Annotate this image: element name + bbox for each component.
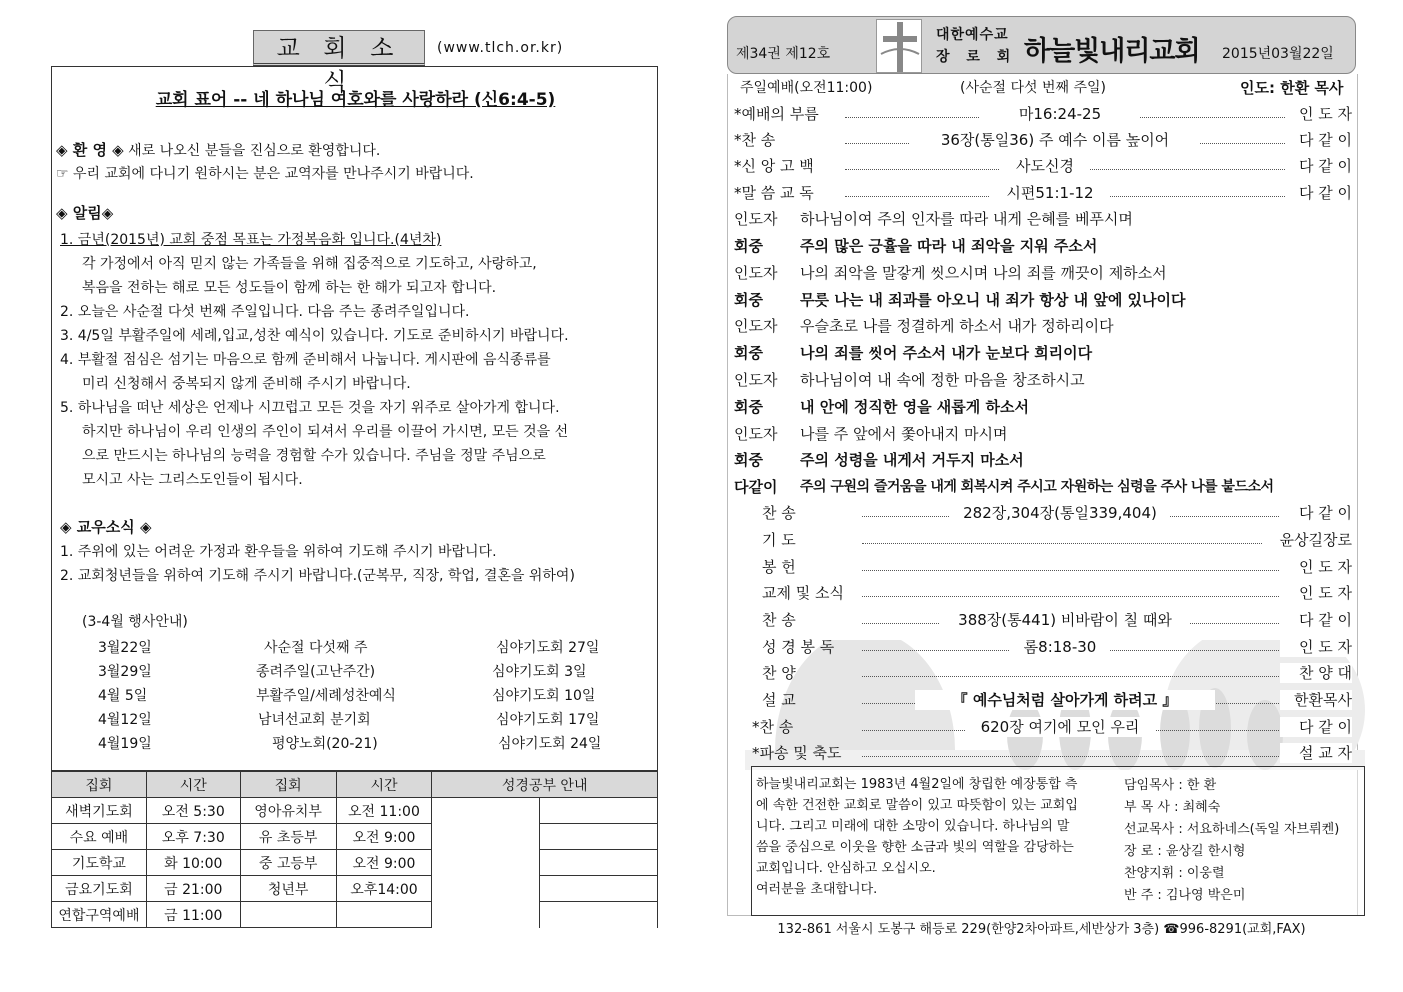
reader: 회중 <box>734 398 763 416</box>
event-name: 종려주일(고난주간) <box>256 664 376 680</box>
order-label: 찬 송 <box>762 611 796 629</box>
reading-text: 주의 구원의 즐거움을 내게 회복시켜 주시고 자원하는 심령을 주사 나를 붙드소서 <box>800 479 1274 495</box>
event-name: 부활주일/세례성찬예식 <box>256 688 396 704</box>
notice-heading: ◈ 알림◈ <box>56 204 114 222</box>
table-cell: 화 10:00 <box>146 850 240 876</box>
denomination-line1: 대한예수교 <box>936 27 1009 43</box>
staff-line: 찬양지휘 : 이웅렬 <box>1124 866 1225 881</box>
reader: 인도자 <box>734 210 778 228</box>
intro-line: 에 속한 건전한 교회로 말씀이 있고 따뜻함이 있는 교회입 <box>756 798 1078 813</box>
order-who: 한환목사 <box>1280 690 1352 710</box>
order-who: 윤상길장로 <box>1264 530 1352 550</box>
member-news-line: 1. 주위에 있는 어려운 가정과 환우들을 위하여 기도해 주시기 바랍니다. <box>60 544 497 560</box>
church-news-box <box>51 66 658 771</box>
table-row <box>52 902 658 928</box>
order-content: 롬8:18-30 <box>1010 637 1110 657</box>
table-cell: 오전 11:00 <box>336 798 432 824</box>
reader: 회중 <box>734 291 763 309</box>
order-who: 설 교 자 <box>1280 743 1352 763</box>
events-heading: (3-4월 행사안내) <box>82 614 188 630</box>
member-news-line: 2. 교회청년들을 위하여 기도해 주시기 바랍니다.(군복무, 직장, 학업, 결혼을 위하여) <box>60 568 575 584</box>
service-name: 주일예배(오전11:00) <box>740 80 873 96</box>
leader-dots <box>862 596 1285 597</box>
order-who: 다 같 이 <box>1298 184 1352 202</box>
intro-line: 교회입니다. 안심하고 오십시오. <box>756 861 936 876</box>
order-who: 다 같 이 <box>1280 503 1352 523</box>
table-cell: 금요기도회 <box>52 876 147 902</box>
event-date: 4월 5일 <box>98 688 148 704</box>
table-row <box>52 824 658 850</box>
table-header: 시간 <box>146 772 240 798</box>
reading-text: 나를 주 앞에서 쫓아내지 마시며 <box>800 425 1008 443</box>
service-leader: 인도: 한환 목사 <box>1240 79 1344 97</box>
reader: 회중 <box>734 237 763 255</box>
staff-line: 선교목사 : 서요하네스(독일 자브뤼켄) <box>1124 822 1340 837</box>
event-name: 평양노회(20-21) <box>272 736 378 752</box>
notice-line: 1. 금년(2015년) 교회 중점 목표는 가정복음화 입니다.(4년차) <box>60 232 442 248</box>
bulletin-date: 2015년03월22일 <box>1222 46 1334 62</box>
order-label: *신 앙 고 백 <box>734 157 814 175</box>
event-date: 4월19일 <box>98 736 152 752</box>
welcome-heading: ◈ 환 영 ◈ <box>56 141 124 159</box>
meeting-schedule-table <box>51 771 658 928</box>
notice-line: 하지만 하나님이 우리 인생의 주인이 되셔서 우리를 이끌어 가시면, 모든 것을 선 <box>82 424 569 440</box>
intro-line: 하늘빛내리교회는 1983년 4월2일에 창립한 예장통합 측 <box>756 777 1078 792</box>
event-extra: 심야기도회 3일 <box>492 664 587 680</box>
left-page-title: 교 회 소 식 <box>253 30 425 66</box>
welcome-section <box>56 141 380 160</box>
order-who: 다 같 이 <box>1298 157 1352 175</box>
bulletin-header <box>727 16 1356 74</box>
order-who: 인 도 자 <box>1280 583 1352 603</box>
reader: 다같이 <box>734 478 778 496</box>
order-label: *파송 및 축도 <box>752 744 842 762</box>
table-row <box>52 850 658 876</box>
church-motto: 교회 표어 -- 네 하나님 여호와를 사랑하라 (신6:4-5) <box>155 90 556 110</box>
table-cell: 오후 7:30 <box>146 824 240 850</box>
table-header-row <box>52 772 658 798</box>
table-row <box>52 798 658 824</box>
order-who: 다 같 이 <box>1280 717 1352 737</box>
table-header: 집회 <box>240 772 336 798</box>
event-date: 4월12일 <box>98 712 152 728</box>
table-cell <box>540 902 658 928</box>
cross-logo-icon <box>876 19 922 73</box>
order-label: *예배의 부름 <box>734 105 819 123</box>
table-cell: 오전 9:00 <box>336 850 432 876</box>
table-cell: 수요 예배 <box>52 824 147 850</box>
church-name: 하늘빛내리교회 <box>1024 36 1200 67</box>
order-label: 교제 및 소식 <box>762 584 844 602</box>
reader: 회중 <box>734 451 763 469</box>
event-extra: 심야기도회 17일 <box>496 712 600 728</box>
order-label: *찬 송 <box>752 718 794 736</box>
order-label: *말 씀 교 독 <box>734 184 814 202</box>
notice-line: 5. 하나님을 떠난 세상은 언제나 시끄럽고 모든 것을 자기 위주로 살아가게 합니다. <box>60 400 560 416</box>
reading-text: 무릇 나는 내 죄과를 아오니 내 죄가 항상 내 앞에 있나이다 <box>800 291 1186 309</box>
event-date: 3월29일 <box>98 664 152 680</box>
order-label: 성 경 봉 독 <box>762 638 835 656</box>
staff-line: 장 로 : 윤상길 한시형 <box>1124 844 1246 859</box>
order-label: 기 도 <box>762 531 796 549</box>
table-cell: 오전 5:30 <box>146 798 240 824</box>
order-content: 620장 여기에 모인 우리 <box>965 717 1155 737</box>
table-cell: 유 초등부 <box>240 824 336 850</box>
notice-line: 4. 부활절 점심은 섬기는 마음으로 함께 준비해서 나눕니다. 게시판에 음식종류를 <box>60 352 551 368</box>
table-cell <box>336 902 432 928</box>
table-header: 집회 <box>52 772 147 798</box>
church-intro <box>756 774 1116 900</box>
order-content: 사도신경 <box>1000 156 1090 176</box>
member-news-heading: ◈ 교우소식 ◈ <box>60 518 152 536</box>
event-extra: 심야기도회 24일 <box>498 736 602 752</box>
order-who: 다 같 이 <box>1298 131 1352 149</box>
order-who: 다 같 이 <box>1280 610 1352 630</box>
notice-line: 복음을 전하는 해로 모든 성도들이 함께 하는 한 해가 되고자 합니다. <box>82 280 497 296</box>
order-label: 봉 헌 <box>762 558 796 576</box>
reading-text: 하나님이여 내 속에 정한 마음을 창조하시고 <box>800 371 1085 389</box>
table-cell <box>540 824 658 850</box>
reader: 인도자 <box>734 425 778 443</box>
reader: 인도자 <box>734 371 778 389</box>
notice-line: 미리 신청해서 중복되지 않게 준비해 주시기 바랍니다. <box>82 376 411 392</box>
service-occasion: (사순절 다섯 번째 주일) <box>960 80 1106 96</box>
staff-line: 반 주 : 김나영 박은미 <box>1124 888 1246 903</box>
event-extra: 심야기도회 10일 <box>492 688 596 704</box>
order-content: 36장(통일36) 주 예수 이름 높이어 <box>910 130 1200 150</box>
notice-line: 으로 만드시는 하나님의 능력을 경험할 수가 있습니다. 주님을 정말 주님으로 <box>82 448 546 464</box>
notice-line: 3. 4/5일 부활주일에 세례,입교,성찬 예식이 있습니다. 기도로 준비하시기 바랍니다. <box>60 328 569 344</box>
table-cell <box>540 798 658 824</box>
order-content: 388장(통441) 비바람이 칠 때와 <box>940 610 1190 630</box>
table-header: 성경공부 안내 <box>432 772 658 798</box>
sermon-title: 『 예수님처럼 살아가게 하려고 』 <box>915 690 1215 710</box>
table-cell: 금 21:00 <box>146 876 240 902</box>
reading-text: 내 안에 정직한 영을 새롭게 하소서 <box>800 398 1029 416</box>
staff-line: 부 목 사 : 최혜숙 <box>1124 800 1221 815</box>
table-cell <box>540 850 658 876</box>
order-content: 마16:24-25 <box>980 104 1140 124</box>
order-who: 인 도 자 <box>1280 557 1352 577</box>
table-cell <box>432 798 540 928</box>
welcome-text: 새로 나오신 분들을 진심으로 환영합니다. <box>128 143 381 159</box>
staff-line: 담임목사 : 한 환 <box>1124 778 1217 793</box>
leader-dots <box>862 543 1262 544</box>
order-content: 시편51:1-12 <box>990 183 1110 203</box>
reader: 인도자 <box>734 317 778 335</box>
intro-line: 여러분을 초대합니다. <box>756 882 878 897</box>
event-name: 사순절 다섯째 주 <box>264 640 368 656</box>
leader-dots <box>862 676 1285 677</box>
table-cell: 중 고등부 <box>240 850 336 876</box>
table-cell: 오후14:00 <box>336 876 432 902</box>
reading-text: 주의 많은 긍휼을 따라 내 죄악을 지워 주소서 <box>800 237 1098 255</box>
table-cell: 기도학교 <box>52 850 147 876</box>
reading-text: 나의 죄악을 말갛게 씻으시며 나의 죄를 깨끗이 제하소서 <box>800 264 1167 282</box>
order-label: 찬 양 <box>762 664 796 682</box>
order-who: 찬 양 대 <box>1280 663 1352 683</box>
order-who: 인 도 자 <box>1298 105 1352 123</box>
event-extra: 심야기도회 27일 <box>496 640 600 656</box>
table-header: 시간 <box>336 772 432 798</box>
order-who: 인 도 자 <box>1280 637 1352 657</box>
table-cell <box>540 876 658 902</box>
reader: 인도자 <box>734 264 778 282</box>
event-name: 남녀선교회 분기회 <box>258 712 371 728</box>
leader-dots <box>862 570 1285 571</box>
notice-line: 2. 오늘은 사순절 다섯 번째 주일입니다. 다음 주는 종려주일입니다. <box>60 304 470 320</box>
table-cell: 새벽기도회 <box>52 798 147 824</box>
welcome-note: ☞ 우리 교회에 다니기 원하시는 분은 교역자를 만나주시기 바랍니다. <box>56 166 474 182</box>
notice-line: 모시고 사는 그리스도인들이 됩시다. <box>82 472 303 488</box>
table-cell: 청년부 <box>240 876 336 902</box>
reading-text: 주의 성령을 내게서 거두지 마소서 <box>800 451 1024 469</box>
volume-number: 제34권 제12호 <box>736 46 831 62</box>
order-label: *찬 송 <box>734 131 776 149</box>
order-content: 282장,304장(통일339,404) <box>950 503 1170 523</box>
order-label: 설 교 <box>762 691 796 709</box>
reading-text: 우슬초로 나를 정결하게 하소서 내가 정하리이다 <box>800 317 1114 335</box>
intro-line: 니다. 그리고 미래에 대한 소망이 있습니다. 하나님의 말 <box>756 819 1070 834</box>
notice-line: 각 가정에서 아직 믿지 않는 가족들을 위해 집중적으로 기도하고, 사랑하고, <box>82 256 537 272</box>
reader: 회중 <box>734 344 763 362</box>
table-cell: 영아유치부 <box>240 798 336 824</box>
reading-text: 하나님이여 주의 인자를 따라 내게 은혜를 베푸시며 <box>800 210 1133 228</box>
order-label: 찬 송 <box>762 504 796 522</box>
table-cell: 오전 9:00 <box>336 824 432 850</box>
table-row <box>52 876 658 902</box>
denomination-line2: 장 로 회 <box>936 49 1017 65</box>
table-cell: 금 11:00 <box>146 902 240 928</box>
table-cell: 연합구역예배 <box>52 902 147 928</box>
church-address: 132-861 서울시 도봉구 해등로 229(한양2차아파트,세반상가 3층) ☎996-8291(교회,FAX) <box>777 922 1306 937</box>
website-url[interactable]: (www.tlch.or.kr) <box>437 40 564 56</box>
event-date: 3월22일 <box>98 640 152 656</box>
reading-text: 나의 죄를 씻어 주소서 내가 눈보다 희리이다 <box>800 344 1093 362</box>
intro-line: 씀을 중심으로 이웃을 향한 소금과 빛의 역할을 감당하는 <box>756 840 1074 855</box>
table-cell <box>240 902 336 928</box>
leader-dots <box>862 756 1285 757</box>
